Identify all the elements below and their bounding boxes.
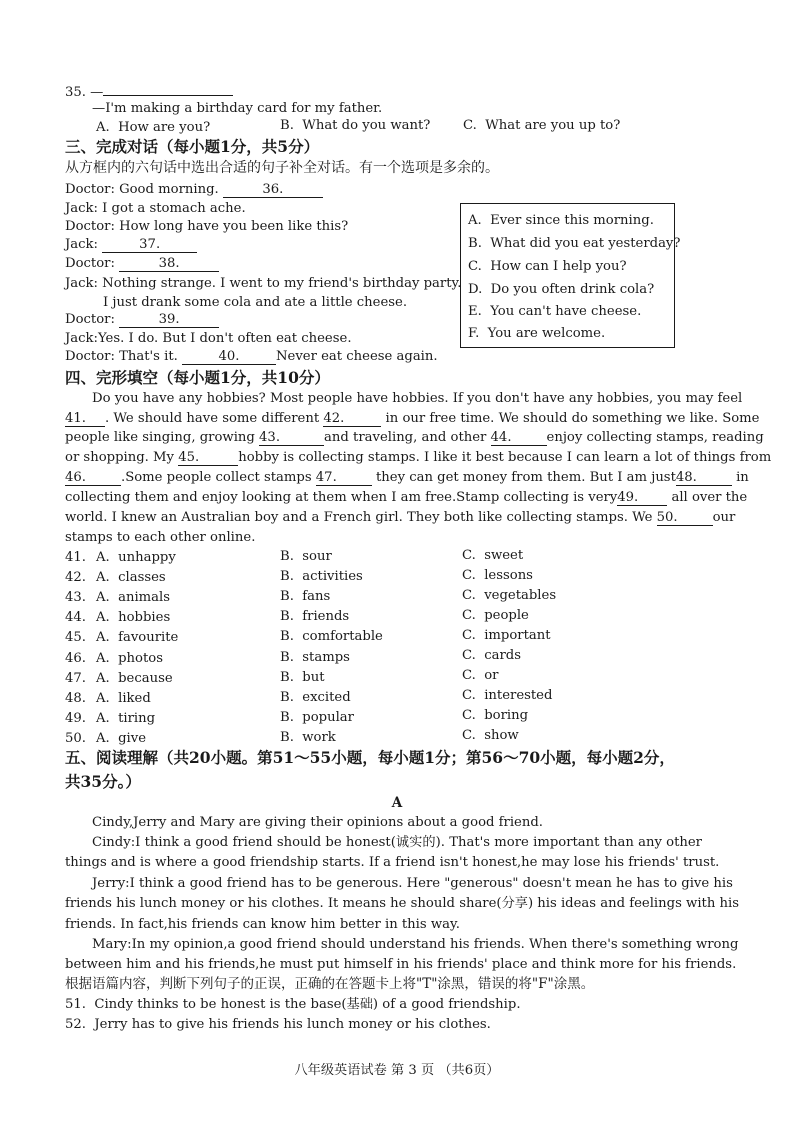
q47-option-b: B. but [280, 670, 325, 685]
dialogue-line-10: Doctor: That's it. 40. Never eat cheese again. [65, 349, 438, 364]
reading-line-1: Cindy,Jerry and Mary are giving their opinions about a good friend. [92, 815, 543, 830]
blank-39: 39. [119, 313, 219, 328]
section5-title-cont: 共35分。） [65, 772, 141, 791]
blank-38: 38. [119, 257, 219, 272]
q43-number: 43. [65, 590, 86, 605]
q42-option-a: A. classes [96, 570, 166, 585]
q45-number: 45. [65, 630, 86, 645]
blank-48: 48. [676, 471, 732, 486]
dialogue-option-e: E. You can't have cheese. [468, 304, 642, 319]
q42-number: 42. [65, 570, 86, 585]
blank-40: 40. [182, 350, 276, 365]
q42-option-c: C. lessons [462, 568, 533, 583]
q35-number: 35. — [65, 85, 104, 100]
q50-option-b: B. work [280, 730, 336, 745]
section3-title: 三、完成对话（每小题1分，共5分） [65, 137, 320, 156]
q35-reply: —I'm making a birthday card for my father. [92, 101, 383, 116]
q43-option-c: C. vegetables [462, 588, 557, 603]
q41-number: 41. [65, 550, 86, 565]
reading-line-8: between him and his friends,he must put himself in his friends' place and think more for his friends. [65, 957, 737, 972]
cloze-line-5: 46. .Some people collect stamps 47. they can get money from them. But I am just48. in [65, 470, 749, 485]
q41-option-b: B. sour [280, 549, 332, 564]
q47-option-c: C. or [462, 668, 499, 683]
q49-option-b: B. popular [280, 710, 354, 725]
q46-option-c: C. cards [462, 648, 521, 663]
dialogue-line-5: Doctor: 38. [65, 256, 219, 272]
question-52: 52. Jerry has to give his friends his lunch money or his clothes. [65, 1017, 491, 1032]
q47-number: 47. [65, 671, 86, 686]
blank-43: 43. [259, 431, 324, 446]
blank-41: 41. [65, 412, 105, 427]
q46-number: 46. [65, 651, 86, 666]
dialogue-line-7: I just drank some cola and ate a little cheese. [103, 295, 408, 310]
reading-line-7: Mary:In my opinion,a good friend should understand his friends. When there's something wrong [92, 937, 739, 952]
reading-line-5: friends his lunch money or his clothes. It means he should share(分享) his ideas and feelings with his [65, 896, 740, 911]
cloze-line-2: 41. . We should have some different 42. in our free time. We should do something we like. Some [65, 411, 760, 426]
q45-option-b: B. comfortable [280, 629, 383, 644]
blank-42: 42. [323, 412, 381, 427]
q35-answer-blank [103, 95, 233, 96]
dialogue-line-9: Jack:Yes. I do. But I don't often eat cheese. [65, 331, 352, 346]
reading-part-label: A [391, 795, 403, 811]
q35-option-a: A. How are you? [96, 120, 211, 135]
q41-option-a: A. unhappy [96, 550, 176, 565]
dialogue-line-4: Jack: 37. [65, 237, 197, 253]
q46-option-a: A. photos [96, 651, 163, 666]
true-false-instruction: 根据语篇内容，判断下列句子的正误，正确的在答题卡上将"T"涂黑，错误的将"F"涂黑。 [65, 976, 595, 992]
q48-option-c: C. interested [462, 688, 553, 703]
dialogue-line-2: Jack: I got a stomach ache. [65, 201, 246, 216]
section4-title: 四、完形填空（每小题1分，共10分） [65, 368, 330, 387]
q44-option-c: C. people [462, 608, 529, 623]
dialogue-line-3: Doctor: How long have you been like this? [65, 219, 349, 234]
question-51: 51. Cindy thinks to be honest is the base(基础) of a good friendship. [65, 997, 521, 1012]
cloze-line-4: or shopping. My 45. hobby is collecting stamps. I like it best because I can learn a lot of things from [65, 450, 772, 465]
dialogue-line-8: Doctor: 39. [65, 312, 219, 328]
q35-option-c: C. What are you up to? [463, 118, 621, 133]
blank-49: 49. [617, 491, 667, 506]
q35-stem [65, 85, 233, 101]
q43-option-a: A. animals [96, 590, 171, 605]
cloze-line-8: stamps to each other online. [65, 530, 256, 545]
q50-option-c: C. show [462, 728, 519, 743]
blank-47: 47. [316, 471, 372, 486]
page-footer: 八年级英语试卷 第 3 页 （共6页） [294, 1063, 500, 1078]
dialogue-option-a: A. Ever since this morning. [468, 213, 654, 228]
reading-line-4: Jerry:I think a good friend has to be generous. Here "generous" doesn't mean he has to give his [92, 876, 733, 891]
reading-line-6: friends. In fact,his friends can know him better in this way. [65, 917, 460, 932]
q49-number: 49. [65, 711, 86, 726]
blank-44: 44. [491, 431, 547, 446]
q45-option-a: A. favourite [96, 630, 179, 645]
cloze-line-1: Do you have any hobbies? Most people have hobbies. If you don't have any hobbies, you may feel [92, 391, 743, 406]
blank-37: 37. [102, 238, 197, 253]
q42-option-b: B. activities [280, 569, 363, 584]
q48-number: 48. [65, 691, 86, 706]
q48-option-a: A. liked [96, 691, 151, 706]
reading-line-3: things and is where a good friendship starts. If a friend isn't honest,he may lose his friends' trust. [65, 855, 720, 870]
q49-option-a: A. tiring [96, 711, 156, 726]
dialogue-line-1: Doctor: Good morning. 36. [65, 182, 323, 198]
q50-option-a: A. give [96, 731, 147, 746]
q48-option-b: B. excited [280, 690, 351, 705]
blank-50: 50. [657, 511, 713, 526]
q45-option-c: C. important [462, 628, 551, 643]
dialogue-option-c: C. How can I help you? [468, 259, 627, 274]
cloze-line-3: people like singing, growing 43. and traveling, and other 44. enjoy collecting stamps, reading [65, 430, 764, 445]
dialogue-option-b: B. What did you eat yesterday? [468, 236, 681, 251]
dialogue-option-f: F. You are welcome. [468, 326, 606, 341]
cloze-line-7: world. I knew an Australian boy and a French girl. They both like collecting stamps. We 50. our [65, 510, 736, 525]
section5-title: 五、阅读理解（共20小题。第51～55小题，每小题1分；第56～70小题，每小题2分， [65, 748, 675, 767]
q46-option-b: B. stamps [280, 650, 350, 665]
blank-45: 45. [178, 451, 238, 466]
blank-36: 36. [223, 183, 323, 198]
dialogue-option-d: D. Do you often drink cola? [468, 282, 655, 297]
dialogue-options-box [460, 203, 681, 348]
q44-option-a: A. hobbies [96, 610, 171, 625]
q47-option-a: A. because [96, 671, 173, 686]
q44-number: 44. [65, 610, 86, 625]
blank-46: 46. [65, 471, 121, 486]
q43-option-b: B. fans [280, 589, 331, 604]
reading-line-2: Cindy:I think a good friend should be honest(诚实的). That's more important than any other [92, 835, 702, 850]
q50-number: 50. [65, 731, 86, 746]
dialogue-line-6: Jack: Nothing strange. I went to my friend's birthday party. [65, 276, 462, 291]
q49-option-c: C. boring [462, 708, 529, 723]
q44-option-b: B. friends [280, 609, 350, 624]
q35-option-b: B. What do you want? [280, 118, 431, 133]
section3-instruction: 从方框内的六句话中选出合适的句子补全对话。有一个选项是多余的。 [65, 160, 499, 176]
cloze-line-6: collecting them and enjoy looking at them when I am free.Stamp collecting is very49. all over the [65, 490, 748, 505]
q41-option-c: C. sweet [462, 548, 524, 563]
